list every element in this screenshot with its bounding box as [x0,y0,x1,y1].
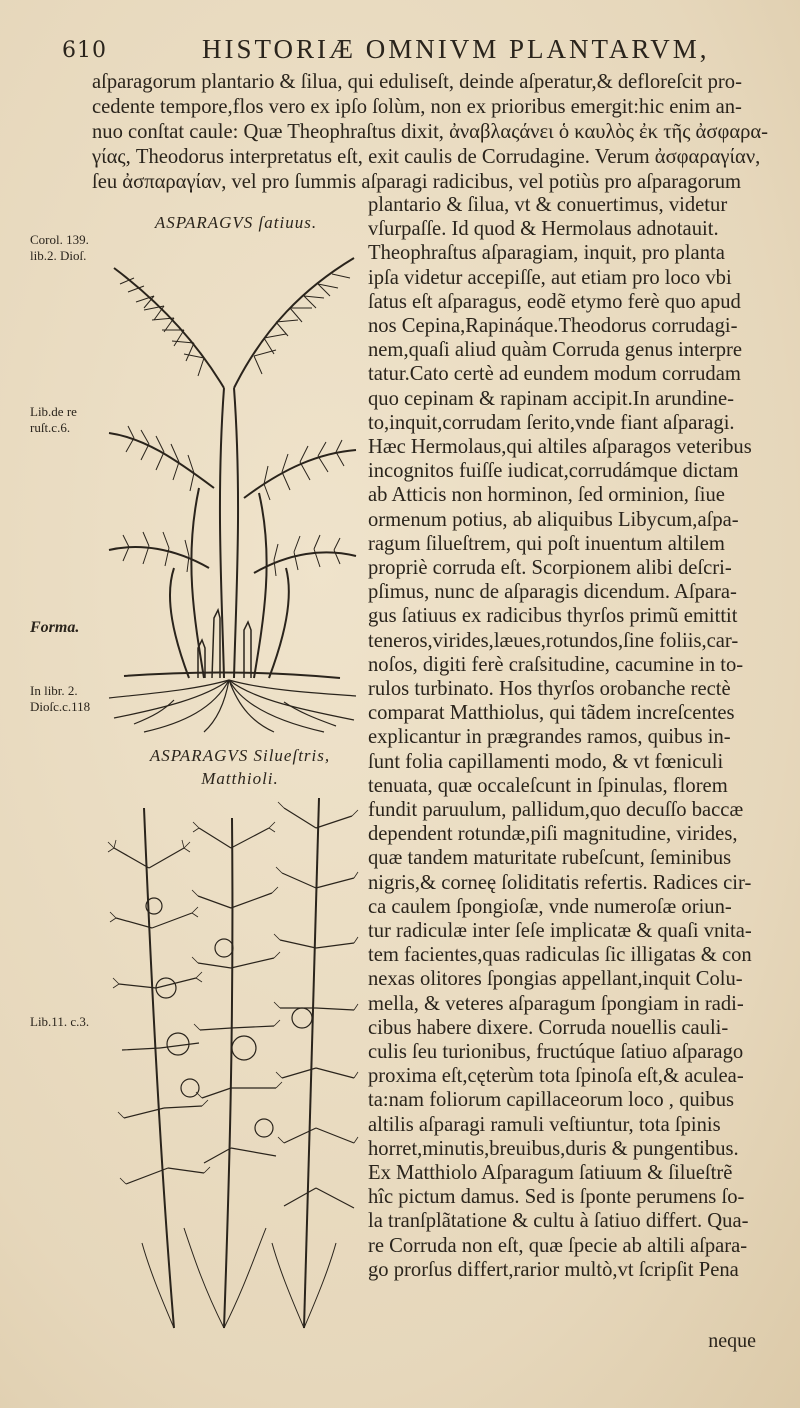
text-line: nexas olitores ſpongias appellant,inquit Colu- [368,968,743,991]
text-line: ragum ſilueſtrem, qui poſt inuentum altilem [368,532,725,555]
text-line: nigris,& corneę ſoliditatis refertis. Radices cir- [368,871,752,894]
frond-left-top [114,268,224,388]
text-line: ipſa videtur accepiſſe, aut etiam pro loco vbi [368,266,732,289]
margin-note-lib: Lib.11. c.3. [30,1014,90,1029]
text-line: comparat Matthiolus, qui tãdem increſcentes [368,702,735,725]
caption-matthioli: Matthioli. [201,769,279,788]
caption-asparagus-silvestris: ASPARAGVS Silueſtris, [149,746,331,765]
text-line: la tranſplãtatione & cultu à ſatiuo differt. Qua- [368,1210,749,1233]
text-line: cibus habere dixere. Corruda nouellis cauli- [368,1016,729,1039]
text-line: re Corruda non eſt, quæ ſpecie ab altili aſpara- [368,1234,748,1257]
frond-left-mid [109,426,214,491]
text-line: mella, & veteres aſparagum ſpongiam in radi- [368,992,744,1015]
roots [109,680,356,732]
text-line: tem facientes,quas radiculas ſic illigatas & con [368,944,752,967]
text-line: vſurpaſſe. Id quod & Hermolaus adnotauit. [368,218,719,241]
text-line: proxima eſt,cęterùm tota ſpinoſa eſt,& aculea- [368,1065,744,1088]
berries [146,898,312,1137]
text-line: nuo conſtat caule: Quæ Theophraſtus dixit, ἀναβλαςάνει ὁ καυλὸς ἐκ τῆς ἀσφαρα- [92,121,769,143]
text-line: dependent rotundæ,piſi magnitudine, virides, [368,823,738,846]
running-head: HISTORIÆ OMNIVM PLANTARVM, [202,34,710,64]
text-line: ca caulem ſpongioſæ, vnde numeroſæ oriun- [368,895,732,918]
page-number: 610 [62,38,107,63]
text-line: tur radiculæ inter ſeſe implicatæ & quaſi vnita- [368,920,752,942]
text-line: ab Atticis non horminon, ſed orminion, ſiue [368,484,725,507]
caption-asparagus-sativus: ASPARAGVS ſatiuus. [154,213,318,232]
text-line: nos Cepina,Rapináque.Theodorus corrudagi- [368,315,738,337]
text-line: tenuata, quæ occaleſcunt in ſpinulas, florem [368,774,728,797]
text-line: explicantur in prægrandes ramos, quibus in- [368,726,731,749]
text-line: altilis aſparagi ramuli veſtiuntur, tota ſpinis [368,1113,721,1136]
text-line: noſos, digiti ferè craſsitudine, cacumine in to- [368,653,744,676]
woodcut-asparagus-sativus [104,238,360,734]
text-line: Theophraſtus aſparagiam, inquit, pro planta [368,242,725,265]
text-line: γίας, Theodorus interpretatus eſt, exit caulis de Corrudagine. Verum ἀσφαραγίαν, [92,146,761,168]
frond-right-low [254,535,356,576]
stems [170,388,289,678]
text-line: ſeu ἀσπαραγίαν, vel pro ſummis aſparagi radicibus, vel potiùs pro aſparagorum [92,171,742,193]
text-line: hîc pictum damus. Sed is ſponte perumens ſo- [368,1186,745,1209]
text-line: gus ſatiuus ex radicibus thyrſos primũ emittit [368,605,738,628]
text-line: horret,minutis,breuibus,duris & pungentibus. [368,1137,739,1160]
text-line: tatur.Cato certè ad eundem modum corrudam [368,363,741,386]
margin-note-corol: Corol. 139. lib.2. Dioſ. [30,232,89,263]
text-line: ſunt folia capillamenti modo, & vt fœniculi [368,750,724,773]
text-line: plantario & ſilua, vt & conuertimus, videtur [368,194,728,216]
text-line: aſparagorum plantario & ſilua, qui eduliseſt, deinde aſperatur,& defloreſcit pro- [92,71,742,93]
margin-note-cato: Lib.de re ruſt.c.6. [30,404,77,435]
text-line: cedente tempore,flos vero ex ipſo ſolùm, non ex prioribus emergit:hic enim an- [92,96,742,118]
text-line: fundit paruulum, pallidum,quo decuſſo baccæ [368,799,744,821]
text-line: to,inquit,corrudam ſerito,vnde fiant aſparagi. [368,411,735,434]
text-line: rulos turbinato. Hos thyrſos orobanche rectè [368,678,731,700]
frond-right-mid [244,440,356,500]
text-line: nem,quaſi aliud quàm Corruda genus interpre [368,339,743,362]
text-line: teneros,virides,læues,rotundos,ſine foliis,car- [368,629,739,652]
text-line: quo cepinam & rapinam accipit.In arundine- [368,387,734,410]
text-line: Hæc Hermolaus,qui altiles aſparagos veteribus [368,436,752,458]
woodcut-asparagus-silvestris [104,788,360,1348]
page-header [62,34,780,68]
text-line: ta:nam foliorum capillaceorum loco , quibus [368,1089,735,1112]
text-line: ſatus eſt aſparagus, eodẽ etymo ferè quo apud [368,290,741,313]
frond-left-low [109,532,209,572]
text-line: ormenum potius, ab aliquibus Libycum,aſpa- [368,508,739,531]
text-line: propriè corruda eſt. Scorpionem alibi deſcri- [368,557,732,579]
margin-note-forma: Forma. [30,619,80,636]
text-line: Ex Matthiolo Aſparagum ſatiuum & ſilueſtrẽ [368,1162,733,1184]
catchword: neque [708,1330,756,1352]
text-line: go prorſus differt,rarior multò,vt ſcripſit Pena [368,1258,739,1281]
text-line: pſimus, nunc de aſparagis dicendum. Aſpara- [368,581,737,604]
text-line: culis ſeu turionibus, fructúque ſatiuo aſparago [368,1041,744,1063]
text-line: quæ tandem maturitate rubeſcunt, ſeminibus [368,847,732,870]
frond-right-top [234,258,354,388]
text-line: incognitos fuiſſe iudicat,corrudámque dictam [368,460,739,483]
margin-note-diosc: In libr. 2. Dioſc.c.118 [30,683,91,714]
